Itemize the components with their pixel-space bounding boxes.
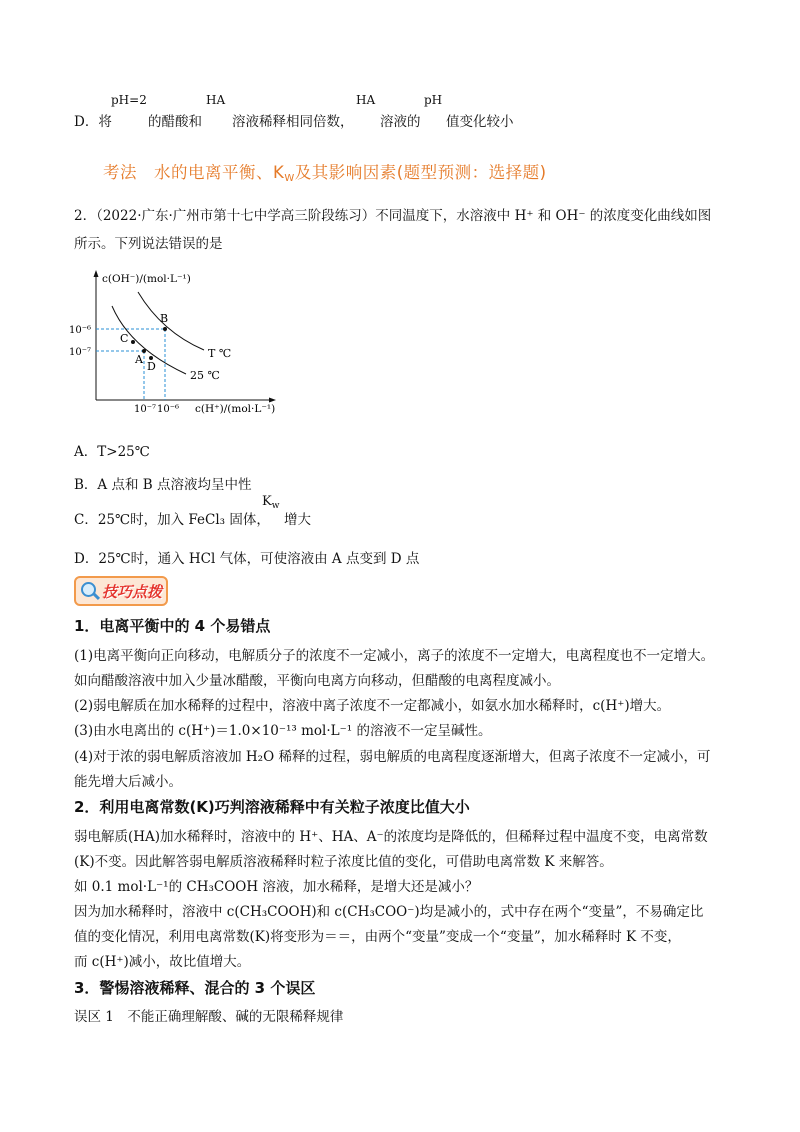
- tips-q2: (K)不变。因此解答弱电解质溶液稀释时粒子浓度比值的变化，可借助电离常数 K 来解答。: [74, 854, 613, 870]
- question-line-2: 所示。下列说法错误的是: [74, 236, 223, 252]
- tips-heading-2: 2．利用电离常数(K)巧判溶液稀释中有关粒子浓度比值大小: [74, 798, 470, 816]
- tips-q6: 而 c(H⁺)减小，故比值增大。: [74, 954, 251, 970]
- option-d-top-part4: 值变化较小: [446, 114, 514, 130]
- section-heading-rest: 及其影响因素(题型预测：选择题): [294, 163, 547, 182]
- point-b-dot: [163, 327, 167, 331]
- kw-subscript: w: [271, 501, 280, 511]
- y-tick-1e-7: 10⁻⁷: [69, 347, 92, 358]
- option-c-text: C．25℃时，加入 FeCl₃ 固体，: [74, 512, 270, 528]
- tips-p2: (2)弱电解质在加水稀释的过程中，溶液中离子浓度不一定都减小，如氨水加水稀释时，c(H⁺)增大。: [74, 698, 671, 714]
- tips-q3: 如 0.1 mol·L⁻¹的 CH₃COOH 溶液，加水稀释，是增大还是减小？: [74, 879, 479, 895]
- x-tick-1e-6: 10⁻⁶: [157, 404, 180, 415]
- tips-p1b: 如向醋酸溶液中加入少量冰醋酸，平衡向电离方向移动，但醋酸的电离程度减小。: [74, 673, 560, 689]
- x-tick-1e-7: 10⁻⁷: [134, 404, 157, 415]
- tips-p4b: 能先增大后减小。: [74, 774, 182, 790]
- water-ionization-graph: [64, 262, 294, 422]
- tip-badge: [74, 576, 168, 606]
- tips-p1a: (1)电离平衡向正向移动，电解质分子的浓度不一定减小，离子的浓度不一定增大，电离程度也不一定增大。: [74, 648, 715, 664]
- option-d-top-part3: 溶液的: [380, 114, 421, 130]
- x-axis-label: c(H⁺)/(mol·L⁻¹): [195, 403, 276, 415]
- tips-q5: 值的变化情况，利用电离常数(K)将变形为＝＝，由两个“变量”变成一个“变量”，加水稀释时 K 不变，: [74, 929, 681, 945]
- y-axis-label: c(OH⁻)/(mol·L⁻¹): [102, 273, 191, 285]
- ph-label-2: pH: [424, 93, 443, 107]
- tips-heading-1: 1．电离平衡中的 4 个易错点: [74, 617, 271, 635]
- point-a-label: A: [135, 353, 143, 366]
- tips-q4: 因为加水稀释时，溶液中 c(CH₃COOH)和 c(CH₃COO⁻)均是减小的，式中存在两个“变量”，不易确定比: [74, 904, 704, 920]
- option-c-rest: 增大: [284, 512, 311, 528]
- tips-r1: 误区 1 不能正确理解酸、碱的无限稀释规律: [74, 1009, 344, 1025]
- tips-p3: (3)由水电离出的 c(H⁺)＝1.0×10⁻¹³ mol·L⁻¹ 的溶液不一定呈碱性。: [74, 723, 492, 739]
- kw-symbol: K: [262, 494, 272, 509]
- y-axis-arrow: [94, 270, 99, 277]
- option-d-top-part1: 的醋酸和: [148, 114, 202, 130]
- y-tick-1e-6: 10⁻⁶: [69, 325, 92, 336]
- curve-t: [138, 292, 204, 350]
- option-d: D．25℃时，通入 HCl 气体，可使溶液由 A 点变到 D 点: [74, 551, 420, 567]
- option-c-kw: [262, 494, 279, 511]
- question-line-1: [74, 204, 711, 224]
- curve-25-label: 25 ℃: [190, 369, 220, 382]
- section-heading-main: 考法 水的电离平衡、K: [103, 163, 285, 182]
- ha-label-2: HA: [356, 93, 376, 107]
- point-d-label: D: [147, 360, 156, 373]
- option-a: A．T>25℃: [74, 444, 150, 460]
- curve-t-label: T ℃: [208, 347, 232, 360]
- tips-q1: 弱电解质(HA)加水稀释时，溶液中的 H⁺、HA、A⁻的浓度均是降低的，但稀释过程中温度不变，电离常数: [74, 829, 708, 845]
- option-d-top-letter: D．将: [74, 114, 112, 130]
- option-b: B．A 点和 B 点溶液均呈中性: [74, 477, 252, 493]
- point-c-dot: [131, 340, 135, 344]
- magnifier-handle: [93, 593, 100, 600]
- tips-heading-3: 3．警惕溶液稀释、混合的 3 个误区: [74, 979, 316, 997]
- tips-p4a: (4)对于浓的弱电解质溶液加 H₂O 稀释的过程，弱电解质的电离程度逐渐增大，但离子浓度不一定减小，可: [74, 749, 711, 765]
- question-number: 2．: [74, 208, 97, 224]
- ph-label: pH=2: [111, 93, 147, 107]
- point-b-label: B: [160, 312, 169, 325]
- section-heading: [103, 159, 547, 184]
- point-c-label: C: [120, 332, 129, 345]
- x-axis-arrow: [269, 398, 276, 403]
- question-text-1: （2022·广东·广州市第十七中学高三阶段练习）不同温度下，水溶液中 H⁺ 和 OH⁻ 的浓度变化曲线如图: [96, 208, 712, 224]
- tip-badge-label: 技巧点拨: [102, 583, 163, 601]
- option-d-top-part2: 溶液稀释相同倍数，: [232, 114, 354, 130]
- section-heading-sub: W: [284, 173, 295, 184]
- ha-label: HA: [206, 93, 226, 107]
